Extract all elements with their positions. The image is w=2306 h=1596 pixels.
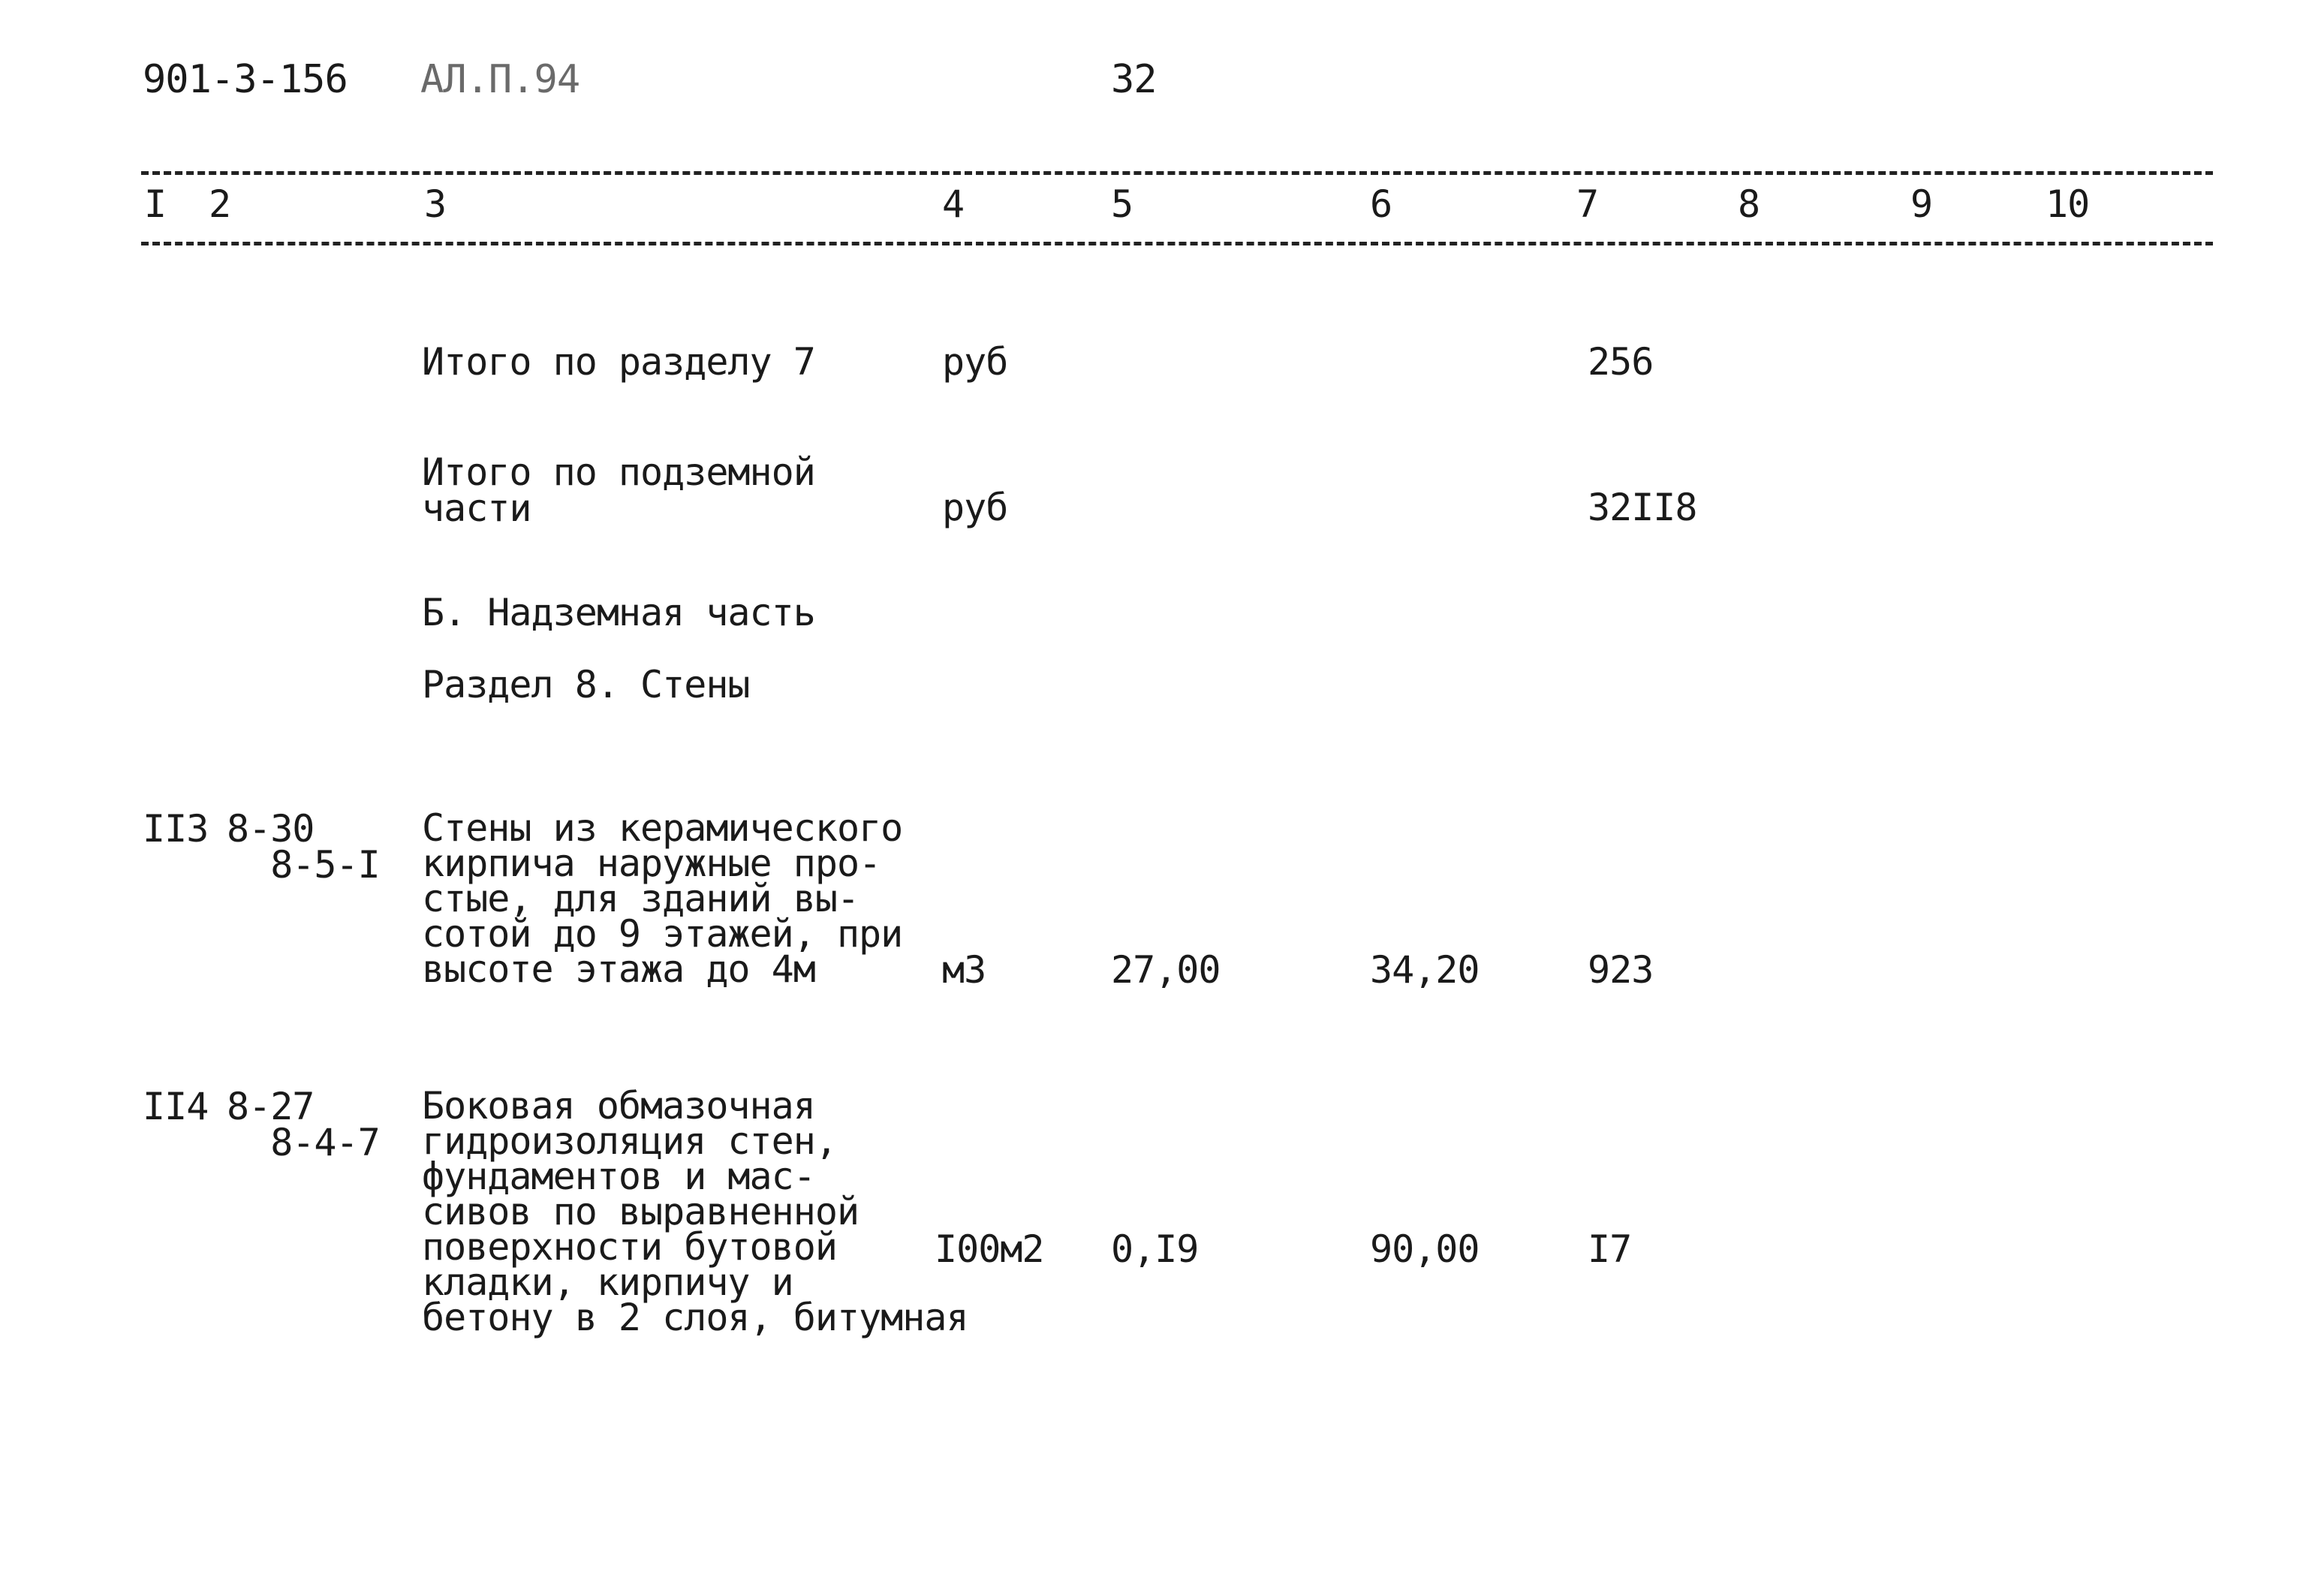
row-quantity: 27,00 <box>1111 948 1221 992</box>
row-description: Стены из керамического кирпича наружные про- стые, для зданий вы- сотой до 9 этажей, при высоте этажа до 4м <box>422 806 903 991</box>
total-section-7-value: 256 <box>1588 340 1654 384</box>
column-5: 5 <box>1111 182 1133 226</box>
column-3: 3 <box>424 182 447 226</box>
total-underground-value: 32II8 <box>1588 486 1697 529</box>
total-underground-unit: руб <box>942 486 1008 529</box>
column-8: 8 <box>1738 182 1760 226</box>
row-codes: 8-30 8-5-I <box>227 807 380 887</box>
column-10: 10 <box>2046 182 2090 226</box>
row-unit-cost: 90,00 <box>1370 1227 1480 1271</box>
column-6: 6 <box>1370 182 1392 226</box>
column-4: 4 <box>942 182 965 226</box>
part-b-heading: Б. Надземная часть <box>422 591 815 634</box>
row-unit-cost: 34,20 <box>1370 948 1480 992</box>
section-8-heading: Раздел 8. Стены <box>422 663 750 706</box>
total-section-7-unit: руб <box>942 340 1008 384</box>
row-number: II4 <box>143 1085 209 1128</box>
total-underground-label: Итого по подземной части <box>422 450 815 530</box>
column-2: 2 <box>209 182 231 226</box>
album-code: АЛ.П.94 <box>420 57 580 102</box>
header-rule-top <box>141 171 2213 175</box>
row-codes: 8-27 8-4-7 <box>227 1085 380 1164</box>
document-code: 901-3-156 <box>143 57 348 102</box>
row-total: I7 <box>1588 1227 1632 1271</box>
column-7: 7 <box>1576 182 1599 226</box>
row-total: 923 <box>1588 948 1654 992</box>
row-unit: I00м2 <box>935 1227 1044 1271</box>
row-quantity: 0,I9 <box>1111 1227 1199 1271</box>
page-number: 32 <box>1111 57 1157 102</box>
column-1: I <box>144 182 167 226</box>
row-description: Боковая обмазочная гидроизоляция стен, фундаментов и мас- сивов по выравненной поверхности бутовой кладки, кирпичу и бетону в 2 слоя, битумная <box>422 1084 968 1339</box>
column-9: 9 <box>1910 182 1933 226</box>
header-rule-bottom <box>141 242 2213 245</box>
row-unit: м3 <box>942 948 986 992</box>
total-section-7-label: Итого по разделу 7 <box>422 340 815 384</box>
row-number: II3 <box>143 807 209 851</box>
